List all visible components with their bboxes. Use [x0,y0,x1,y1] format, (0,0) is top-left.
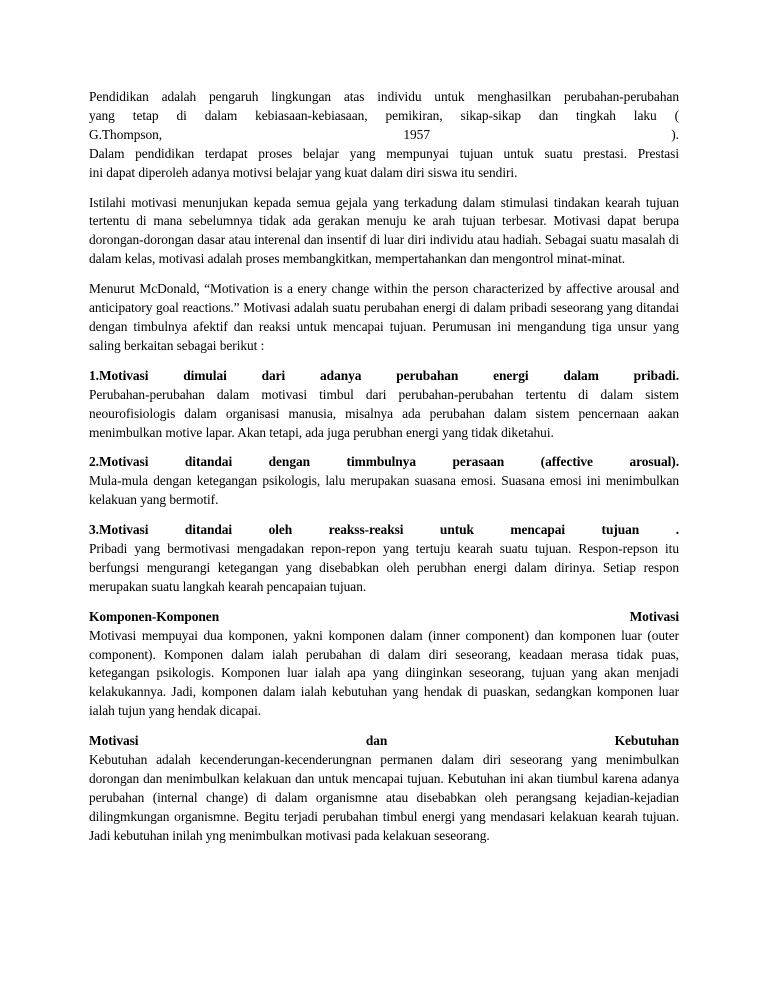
point-1-body: Perubahan-perubahan dalam motivasi timbul dari perubahan-perubahan tertentu di dalam sistem neourofisiologis dalam organisasi manusia, misalnya ada perubahan dalam sistem pencernaan aakan menimbulkan motive lapar. Akan tetapi, ada juga perubhan energi yang tidak diketahui. [89,386,679,440]
kebutuhan-heading-mid: dan [365,733,388,749]
komponen-heading [89,608,679,627]
komponen-body: Motivasi mempuyai dua komponen, yakni komponen dalam (inner component) dan komponen luar (outer component). Komponen dalam ialah perubahan di dalam diri seseorang, keadaan merasa tidak puas, ketegangan psikologis. Komponen luar ialah apa yang diinginkan seseorang, tujuan yang akan menjadi kelakukannya. Jadi, komponen dalam ialah kebutuhan yang hendak di puaskan, sedangkan komponen luar ialah tujun yang hendak dicapai. [89,627,679,719]
intro-paragraph [89,88,679,183]
intro-line-1: Pendidikan adalah pengaruh lingkungan atas individu untuk menghasilkan perubahan-perubahan [89,89,679,104]
kebutuhan-heading [89,732,679,751]
kebutuhan-heading-right: Kebutuhan [614,733,679,749]
point-3-body: Pribadi yang bermotivasi mengadakan repon-repon yang tertuju kearah suatu tujuan. Respon-repson itu berfungsi mengurangi ketegangan yang disebabkan oleh perubhan energi dalam dirinya. Setiap respon merupakan suatu langkah kearah pencapaian tujuan. [89,541,679,594]
citation-close: ). [671,126,679,142]
kebutuhan-heading-left: Motivasi [89,733,139,749]
mcdonald-paragraph: Menurut McDonald, “Motivation is a enery change within the person characterized by affective arousal and anticipatory goal reactions.” Motivasi adalah suatu perubahan energi di dalam pribadi seseorang yang ditandai dengan timbulnya afektif dan reaksi untuk mencapai tujuan. Perumusan ini mengandung tiga unsur yang saling berkaitan sebagai berikut : [89,281,679,353]
intro-line-3 [89,126,679,145]
intro-line-4: Dalam pendidikan terdapat proses belajar yang mempunyai tujuan untuk suatu prestasi. Prestasi [89,145,679,161]
point-2-body: Mula-mula dengan ketegangan psikologis, lalu merupakan suasana emosi. Suasana emosi ini menimbulkan kelakuan yang bermotif. [89,473,679,508]
point-2-heading: 2.Motivasi ditandai dengan timmbulnya perasaan (affective arosual). [89,454,679,470]
intro-line-5: ini dapat diperoleh adanya motivsi belajar yang kuat dalam diri siswa itu sendiri. [89,164,518,180]
point-2-section [89,453,679,510]
citation-year: 1957 [403,126,430,142]
point-3-section [89,521,679,597]
kebutuhan-section [89,732,679,845]
point-3-heading: 3.Motivasi ditandai oleh reakss-reaksi untuk mencapai tujuan . [89,522,679,538]
point-1-heading: 1.Motivasi dimulai dari adanya perubahan energi dalam pribadi. [89,367,679,383]
point-1-section [89,367,679,443]
komponen-heading-right: Motivasi [629,608,679,624]
kebutuhan-body: Kebutuhan adalah kecenderungan-kecenderungnan permanen dalam diri seseorang yang menimbulkan dorongan dan menimbulkan kelakuan dan untuk mencapai tujuan. Kebutuhan ini akan tiumbul karena adanya perubahan (internal change) di dalam organismne atau disebabkan oleh perangsang kejadian-kejadian dilingmkungan organismne. Begitu terjadi perubahan timbul energi yang mendasari kelakuan kearah tujuan. Jadi kebutuhan inilah yng menimbulkan motivasi pada kelakuan seseorang. [89,752,679,843]
komponen-section [89,608,679,721]
citation-author: G.Thompson, [89,126,163,142]
istilahi-paragraph: Istilahi motivasi menunjukan kepada semua gejala yang terkadung dalam stimulasi tindakan kearah tujuan tertentu di mana sebelumnya tidak ada gerakan menuju ke arah tujuan terbesar. Motivasi dapat berupa dorongan-dorongan dasar atau interenal dan insentif di luar diri individu atau hadiah. Sebagai suatu masalah di dalam kelas, motivasi adalah proses membangkitkan, mempertahankan dan mengontrol minat-minat. [89,194,679,267]
komponen-heading-left: Komponen-Komponen [89,608,220,624]
document-page [89,88,679,857]
intro-line-2: yang tetap di dalam kebiasaan-kebiasaan, pemikiran, sikap-sikap dan tingkah laku ( [89,107,679,123]
